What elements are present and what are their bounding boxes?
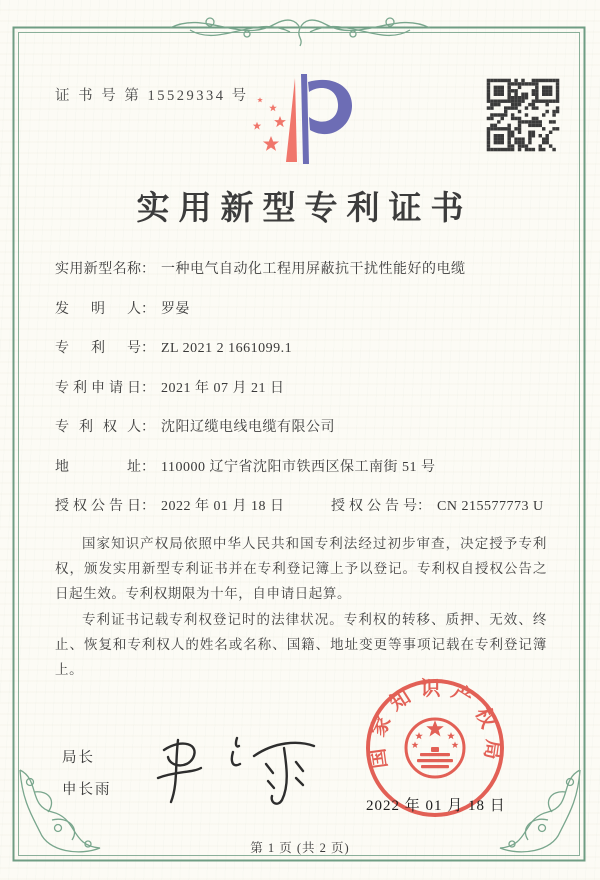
field-grant-row <box>55 495 555 535</box>
officer-name: 申长雨 <box>62 782 112 798</box>
national-emblem <box>406 719 464 777</box>
field-address: 地址： 110000 辽宁省沈阳市铁西区保工南街 51 号 <box>55 456 555 496</box>
certificate-number: 证 书 号 第 15529334 号 <box>55 88 249 104</box>
field-label: 专利号 <box>55 341 141 356</box>
field-patent-number: 专利号： ZL 2021 2 1661099.1 <box>55 337 555 377</box>
legal-paragraph-1: 国家知识产权局依照中华人民共和国专利法经过初步审查，决定授予专利权，颁发实用新型专利证书并在专利登记簿上予以登记。专利权自授权公告之日起生效。专利权期限为十年，自申请日起算。 <box>55 536 547 602</box>
field-utility-model-name: 实用新型名称： 一种电气自动化工程用屏蔽抗干扰性能好的电缆 <box>55 258 555 298</box>
seal-text: 国家知识产权局 <box>365 678 505 770</box>
field-value: ZL 2021 2 1661099.1 <box>161 341 293 356</box>
field-patentee: 专利权人： 沈阳辽缆电线电缆有限公司 <box>55 416 555 456</box>
certificate-title: 实用新型专利证书 <box>136 191 473 227</box>
legal-paragraph-2: 专利证书记载专利权登记时的法律状况。专利权的转移、质押、无效、终止、恢复和专利权人的姓名或名称、国籍、地址变更等事项记载在专利登记簿上。 <box>55 611 547 678</box>
page-footer: 第 1 页 (共 2 页) <box>250 841 350 855</box>
field-application-date: 专利申请日： 2021 年 07 月 21 日 <box>55 377 555 417</box>
field-value: 一种电气自动化工程用屏蔽抗干扰性能好的电缆 <box>161 262 466 277</box>
certificate-fields <box>55 258 555 535</box>
field-label: 专利申请日 <box>55 380 141 396</box>
field-value: 2021 年 07 月 21 日 <box>161 380 285 396</box>
field-grant-number: 授权公告号： CN 215577773 U <box>331 495 544 535</box>
field-grant-date: 授权公告日： 2022 年 01 月 18 日 <box>55 495 331 535</box>
field-label: 地址 <box>55 459 141 475</box>
field-label: 授权公告号 <box>331 499 417 514</box>
field-label: 发明人 <box>55 301 141 317</box>
seal-date: 2022 年 01 月 18 日 <box>366 798 506 814</box>
field-value: 沈阳辽缆电线电缆有限公司 <box>161 420 335 435</box>
field-value: 罗晏 <box>161 301 190 317</box>
field-label: 实用新型名称 <box>55 262 141 277</box>
top-flourish-ornament <box>170 18 430 46</box>
field-value: CN 215577773 U <box>437 499 544 514</box>
field-value: 110000 辽宁省沈阳市铁西区保工南街 51 号 <box>161 459 436 475</box>
officer-title: 局长 <box>62 750 95 766</box>
field-label: 授权公告日 <box>55 499 141 514</box>
field-value: 2022 年 01 月 18 日 <box>161 499 285 514</box>
field-label: 专利权人 <box>55 420 141 435</box>
handwritten-signature-icon <box>138 726 328 812</box>
officer-block <box>62 746 112 810</box>
logo-stars <box>253 97 286 151</box>
cnipa-logo-icon <box>233 70 367 178</box>
field-inventor: 发明人： 罗晏 <box>55 298 555 338</box>
qr-code-icon <box>485 77 561 153</box>
legal-text <box>55 531 547 682</box>
